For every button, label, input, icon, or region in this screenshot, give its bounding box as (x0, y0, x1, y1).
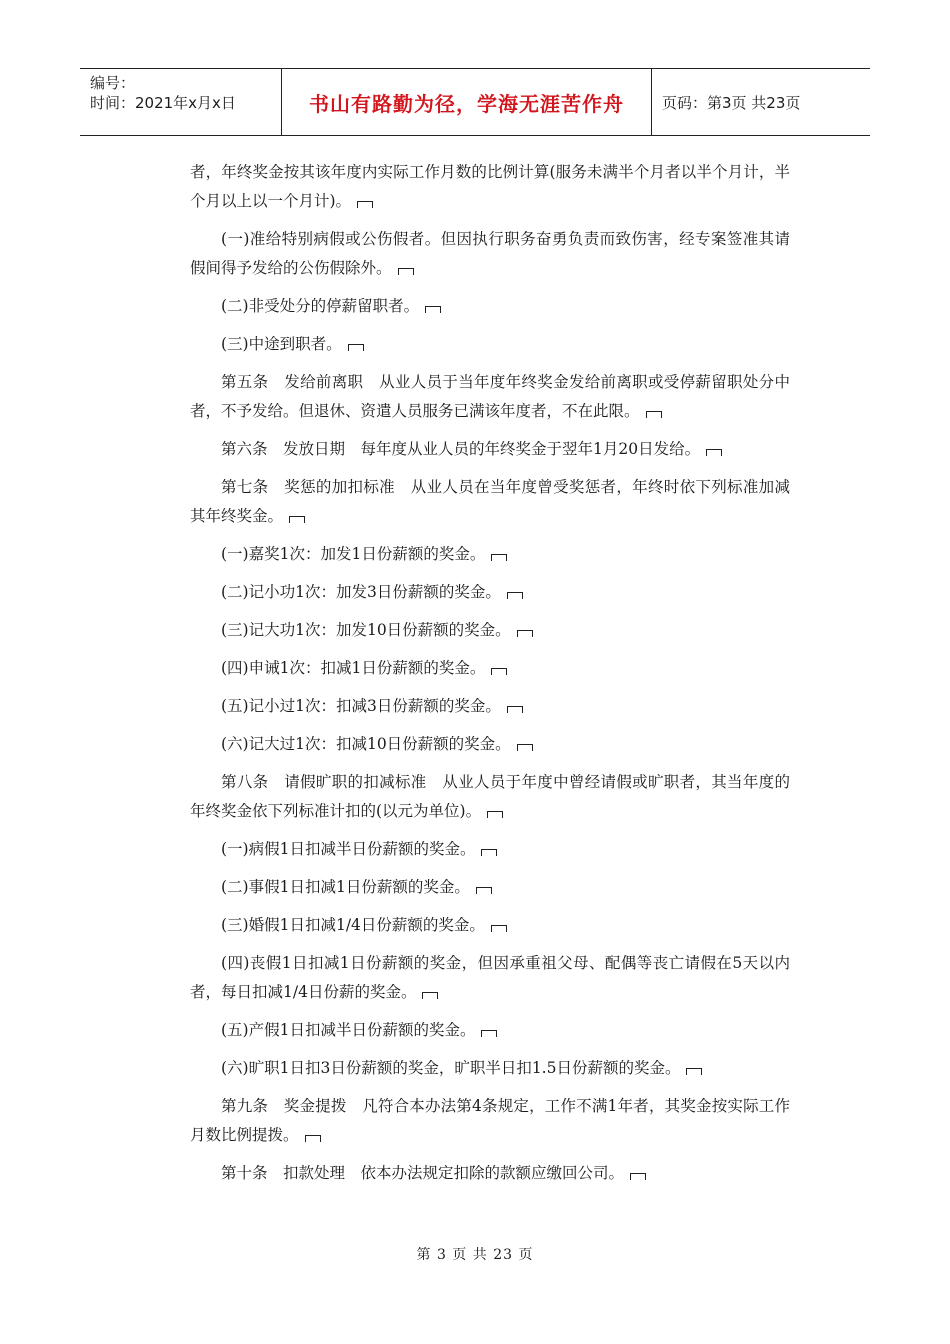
paragraph-text: (四)申诫1次：扣减1日份薪额的奖金。 (221, 659, 486, 677)
paragraph-text: 者，年终奖金按其该年度内实际工作月数的比例计算(服务未满半个月者以半个月计，半个月以上以一个月计)。 (190, 163, 790, 210)
page-footer: 第 3 页 共 23 页 (416, 1247, 534, 1263)
paragraph-text: 第六条 发放日期 每年度从业人员的年终奖金于翌年1月20日发给。 (221, 440, 701, 458)
paragraph-mark-icon (289, 516, 305, 523)
paragraph (190, 692, 790, 721)
paragraph (190, 1092, 790, 1150)
paragraph-mark-icon (481, 1030, 497, 1037)
paragraph-text: (三)中途到职者。 (221, 335, 342, 353)
paragraph-text: (一)病假1日扣减半日份薪额的奖金。 (221, 840, 476, 858)
paragraph-mark-icon (686, 1068, 702, 1075)
document-body (190, 158, 790, 1197)
paragraph-mark-icon (491, 925, 507, 932)
paragraph (190, 1016, 790, 1045)
paragraph-mark-icon (491, 554, 507, 561)
paragraph (190, 911, 790, 940)
date-label: 时间：2021年x月x日 (90, 94, 236, 112)
header-meta (80, 69, 282, 135)
paragraph (190, 435, 790, 464)
header-motto: 书山有路勤为径，学海无涯苦作舟 (282, 69, 652, 135)
paragraph-mark-icon (517, 744, 533, 751)
paragraph-text: (二)事假1日扣减1日份薪额的奖金。 (221, 878, 470, 896)
header-page-info: 页码：第3页 共23页 (662, 93, 801, 112)
paragraph (190, 835, 790, 864)
paragraph (190, 225, 790, 283)
paragraph-mark-icon (398, 268, 414, 275)
paragraph-mark-icon (630, 1173, 646, 1180)
paragraph (190, 1159, 790, 1188)
paragraph-text: 第七条 奖惩的加扣标准 从业人员在当年度曾受奖惩者，年终时依下列标准加减其年终奖金。 (190, 478, 790, 525)
paragraph-mark-icon (706, 449, 722, 456)
paragraph-text: (三)记大功1次：加发10日份薪额的奖金。 (221, 621, 511, 639)
paragraph (190, 949, 790, 1007)
paragraph-text: (五)产假1日扣减半日份薪额的奖金。 (221, 1021, 476, 1039)
paragraph-mark-icon (357, 201, 373, 208)
paragraph (190, 473, 790, 531)
paragraph-text: 第九条 奖金提拨 凡符合本办法第4条规定，工作不满1年者，其奖金按实际工作月数比例提拨。 (190, 1097, 790, 1144)
paragraph (190, 730, 790, 759)
paragraph-text: (六)记大过1次：扣减10日份薪额的奖金。 (221, 735, 511, 753)
paragraph (190, 616, 790, 645)
paragraph-mark-icon (305, 1135, 321, 1142)
paragraph (190, 368, 790, 426)
paragraph-mark-icon (425, 306, 441, 313)
paragraph (190, 540, 790, 569)
paragraph-mark-icon (422, 992, 438, 999)
paragraph-text: (三)婚假1日扣减1/4日份薪额的奖金。 (221, 916, 485, 934)
paragraph-text: (六)旷职1日扣3日份薪额的奖金，旷职半日扣1.5日份薪额的奖金。 (221, 1059, 681, 1077)
paragraph-text: (一)嘉奖1次：加发1日份薪额的奖金。 (221, 545, 486, 563)
paragraph-mark-icon (476, 887, 492, 894)
paragraph-mark-icon (348, 344, 364, 351)
paragraph-mark-icon (491, 668, 507, 675)
paragraph (190, 873, 790, 902)
paragraph-text: (四)丧假1日扣减1日份薪额的奖金，但因承重祖父母、配偶等丧亡请假在5天以内者，每日扣减1/4日份薪的奖金。 (190, 954, 790, 1001)
paragraph-text: 第八条 请假旷职的扣减标准 从业人员于年度中曾经请假或旷职者，其当年度的年终奖金依下列标准计扣的(以元为单位)。 (190, 773, 790, 820)
paragraph-mark-icon (487, 811, 503, 818)
paragraph-mark-icon (507, 592, 523, 599)
paragraph-mark-icon (646, 411, 662, 418)
document-header (80, 68, 870, 136)
paragraph (190, 330, 790, 359)
paragraph-mark-icon (507, 706, 523, 713)
paragraph (190, 1054, 790, 1083)
paragraph (190, 578, 790, 607)
paragraph-text: (五)记小过1次：扣减3日份薪额的奖金。 (221, 697, 501, 715)
paragraph (190, 768, 790, 826)
paragraph (190, 654, 790, 683)
paragraph-text: (二)非受处分的停薪留职者。 (221, 297, 420, 315)
paragraph-text: (二)记小功1次：加发3日份薪额的奖金。 (221, 583, 501, 601)
paragraph-mark-icon (481, 849, 497, 856)
paragraph-text: 第十条 扣款处理 依本办法规定扣除的款额应缴回公司。 (221, 1164, 625, 1182)
paragraph (190, 158, 790, 216)
paragraph-text: (一)准给特别病假或公伤假者。但因执行职务奋勇负责而致伤害，经专案签准其请假间得予发给的公伤假除外。 (190, 230, 790, 277)
paragraph-mark-icon (517, 630, 533, 637)
serial-number-label: 编号： (90, 74, 136, 92)
paragraph-text: 第五条 发给前离职 从业人员于当年度年终奖金发给前离职或受停薪留职处分中者，不予发给。但退休、资遣人员服务已满该年度者，不在此限。 (190, 373, 790, 420)
paragraph (190, 292, 790, 321)
